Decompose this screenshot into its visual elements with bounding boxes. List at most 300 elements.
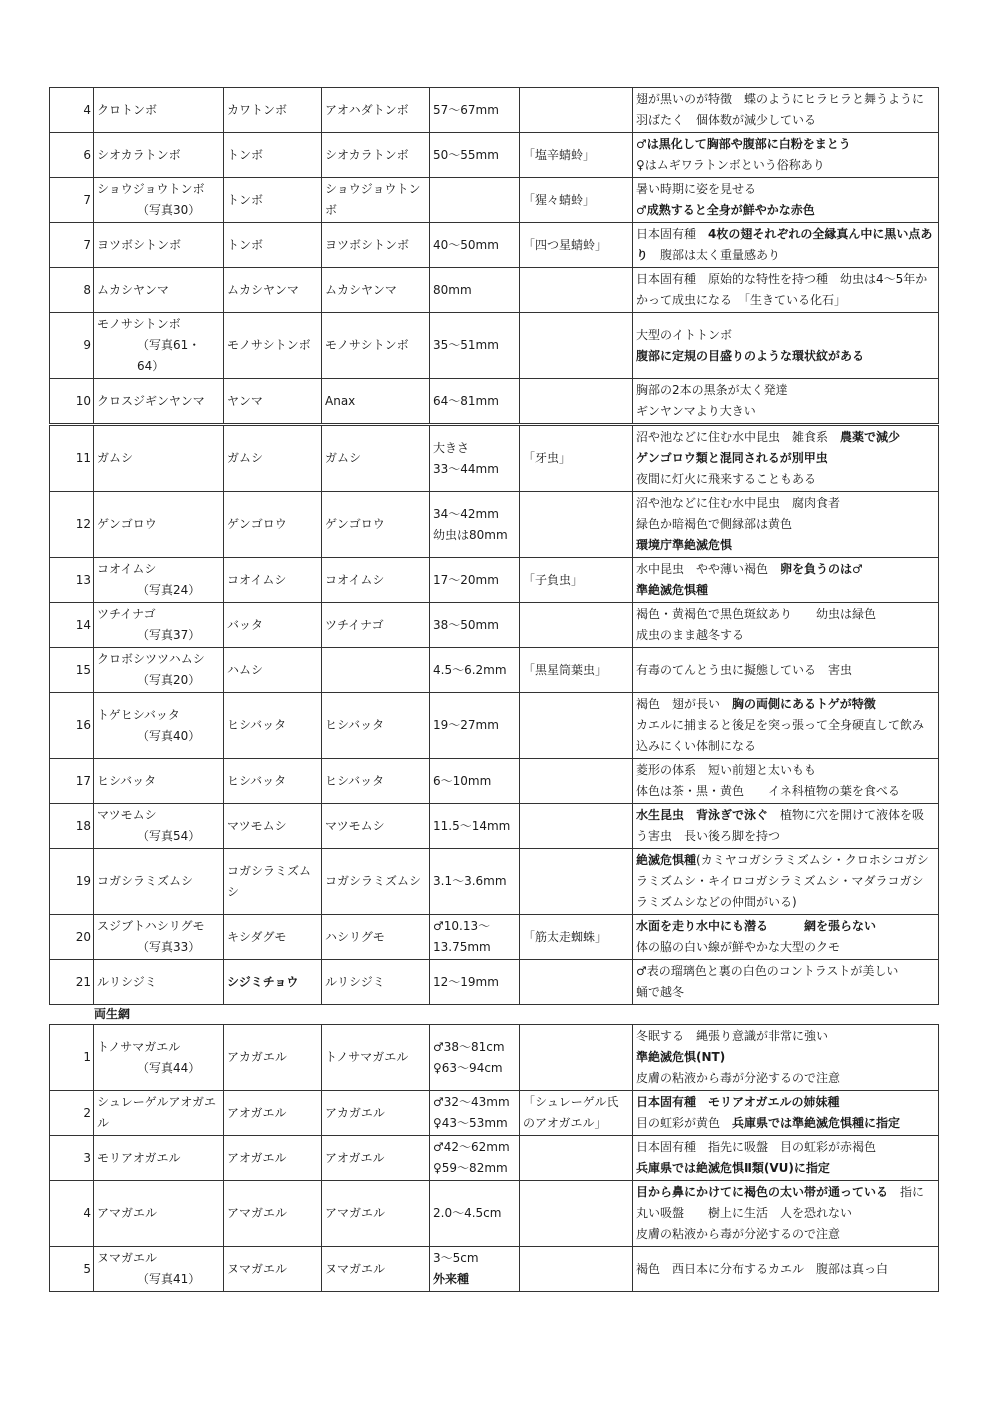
description-text: 蛹で越冬	[636, 985, 685, 999]
genus-name: ハシリグモ	[322, 915, 430, 960]
description-text: 緑色か暗褐色で側縁部は黄色	[636, 517, 793, 531]
description-text: 農薬で減少	[840, 430, 901, 444]
size-text: 34〜42mm	[433, 506, 499, 521]
size	[430, 960, 520, 1005]
kanji-name: 「牙虫」	[520, 425, 633, 492]
amphibian-row	[50, 1136, 939, 1181]
genus-name: ルリシジミ	[322, 960, 430, 1005]
insect-row	[50, 960, 939, 1005]
description-line	[636, 514, 935, 535]
description	[633, 425, 939, 492]
kanji-name: 「シュレーゲル氏のアオガエル」	[520, 1091, 633, 1136]
family-name-text: アマガエル	[227, 1206, 288, 1220]
genus-name: ツチイナゴ	[322, 603, 430, 648]
size-text: ♀63〜94cm	[433, 1060, 503, 1075]
description	[633, 178, 939, 223]
description-text: 体色は茶・黒・黄色 イネ科植物の葉を食べる	[636, 784, 900, 798]
description	[633, 759, 939, 804]
kanji-name	[520, 379, 633, 425]
size-text: ♀59〜82mm	[433, 1161, 508, 1175]
species-name	[94, 1091, 224, 1136]
description-text: 胸部の2本の黒条が太く発達	[636, 383, 788, 397]
family-name	[224, 268, 322, 313]
species-name	[94, 915, 224, 960]
family-name	[224, 759, 322, 804]
kanji-name	[520, 1025, 633, 1091]
description	[633, 1181, 939, 1247]
description-text: 日本固有種 指先に吸盤 目の虹彩が赤褐色	[636, 1140, 877, 1154]
amphibian-row	[50, 1247, 939, 1292]
species-name	[94, 313, 224, 379]
photo-ref: （写真40）	[137, 728, 201, 743]
description	[633, 133, 939, 178]
family-name	[224, 223, 322, 268]
size-text: 12〜19mm	[433, 974, 499, 989]
species-name-text: トノサマガエル	[97, 1039, 181, 1054]
description-line	[636, 1047, 935, 1068]
row-number: 10	[50, 379, 94, 425]
insect-row	[50, 178, 939, 223]
species-name-text: ショウジョウトンボ	[97, 182, 205, 196]
row-number: 2	[50, 1091, 94, 1136]
kanji-name: 「四つ星蜻蛉」	[520, 223, 633, 268]
photo-ref: （写真61・64）	[137, 338, 201, 373]
kanji-name	[520, 313, 633, 379]
row-number: 17	[50, 759, 94, 804]
row-number: 5	[50, 1247, 94, 1292]
kanji-name	[520, 603, 633, 648]
description	[633, 603, 939, 648]
description-text: 水面を走り水中にも潜る 網を張らない	[636, 919, 877, 933]
species-name-text: アマガエル	[97, 1206, 158, 1220]
species-name-text: ツチイナゴ	[97, 607, 156, 621]
size-text: 2.0〜4.5cm	[433, 1206, 502, 1220]
description-text: 皮膚の粘液から毒が分泌するので注意	[636, 1227, 841, 1241]
row-number: 16	[50, 693, 94, 759]
description	[633, 1247, 939, 1292]
size	[430, 1025, 520, 1091]
amphibian-row	[50, 1025, 939, 1091]
genus-name: ゲンゴロウ	[322, 492, 430, 558]
description-line	[636, 200, 935, 221]
family-name	[224, 1091, 322, 1136]
size-text: 3〜5cm	[433, 1251, 479, 1265]
genus-name: アオハダトンボ	[322, 88, 430, 133]
species-name	[94, 88, 224, 133]
size-text: 80mm	[433, 282, 472, 297]
description-text: 準絶滅危惧(NT)	[636, 1050, 726, 1064]
species-name	[94, 492, 224, 558]
genus-name: コオイムシ	[322, 558, 430, 603]
size-text: 50〜55mm	[433, 147, 499, 162]
description-text: 日本固有種 モリアオガエルの姉妹種	[636, 1095, 840, 1109]
family-name	[224, 1136, 322, 1181]
species-name-text: マツモムシ	[97, 808, 157, 822]
row-number: 15	[50, 648, 94, 693]
genus-name: モノサシトンボ	[322, 313, 430, 379]
family-name	[224, 1025, 322, 1091]
description-line	[636, 346, 935, 367]
family-name-text: コオイムシ	[227, 572, 287, 587]
species-name-text: ガムシ	[97, 451, 134, 465]
description-line	[636, 325, 935, 346]
description-line	[636, 179, 935, 200]
insect-row	[50, 88, 939, 133]
species-name-text: ゲンゴロウ	[97, 517, 157, 531]
insect-row	[50, 313, 939, 379]
amphibian-row	[50, 1181, 939, 1247]
genus-name: ガムシ	[322, 425, 430, 492]
description-line	[636, 660, 935, 681]
size-text: ♂32〜43mm	[433, 1095, 510, 1109]
species-name	[94, 1181, 224, 1247]
species-name-text: モリアオガエル	[97, 1150, 181, 1165]
family-name-text: トンボ	[227, 237, 264, 252]
family-name	[224, 425, 322, 492]
row-number: 21	[50, 960, 94, 1005]
description-line	[636, 1026, 935, 1047]
description-line	[636, 805, 935, 847]
description-line	[636, 781, 935, 802]
genus-name: マツモムシ	[322, 804, 430, 849]
species-name-text: コガシラミズムシ	[97, 874, 194, 888]
family-name	[224, 558, 322, 603]
row-number: 7	[50, 178, 94, 223]
species-name-text: ルリシジミ	[97, 974, 157, 989]
family-name-text: ゲンゴロウ	[227, 517, 287, 531]
insect-row	[50, 915, 939, 960]
genus-name: ヒシバッタ	[322, 759, 430, 804]
size-text: ♂42〜62mm	[433, 1140, 510, 1154]
description	[633, 960, 939, 1005]
description-text: 目から鼻にかけてに褐色の太い帯が通っている	[636, 1185, 889, 1199]
genus-name: Anax	[322, 379, 430, 425]
species-name	[94, 268, 224, 313]
kanji-name	[520, 759, 633, 804]
species-name	[94, 648, 224, 693]
species-name-text: クロボシツツハムシ	[97, 652, 205, 666]
description-text: 4枚の翅それぞれの全縁真ん中に黒い点あり	[636, 227, 933, 262]
size	[430, 558, 520, 603]
size	[430, 133, 520, 178]
species-name-text: モノサシトンボ	[97, 317, 181, 331]
description-line	[636, 269, 935, 311]
row-number: 7	[50, 223, 94, 268]
family-name	[224, 178, 322, 223]
description-line	[636, 427, 935, 448]
family-name-text: ヤンマ	[227, 393, 263, 408]
size-text: 幼虫は80mm	[433, 527, 508, 542]
row-number: 12	[50, 492, 94, 558]
description-line	[636, 469, 935, 490]
species-name-text: スジブトハシリグモ	[97, 919, 205, 933]
family-name-text: キシダグモ	[227, 929, 287, 944]
description-line	[636, 155, 935, 176]
size	[430, 603, 520, 648]
size-text: 57〜67mm	[433, 102, 499, 117]
description-text: 卵を負うのは♂	[780, 562, 863, 576]
description-text: ♂表の瑠璃色と裏の白色のコントラストが美しい	[636, 964, 899, 978]
amphibian-section-title: 両生網	[94, 1007, 131, 1021]
genus-name: アカガエル	[322, 1091, 430, 1136]
species-name-text: シオカラトンボ	[97, 147, 181, 162]
insect-row	[50, 693, 939, 759]
insect-row	[50, 804, 939, 849]
description	[633, 1025, 939, 1091]
size-text: 64〜81mm	[433, 393, 499, 408]
description-text: 日本固有種	[636, 227, 709, 241]
description-line	[636, 1113, 935, 1134]
description-text: 有毒のてんとう虫に擬態している 害虫	[636, 662, 853, 677]
family-name	[224, 603, 322, 648]
row-number: 19	[50, 849, 94, 915]
description-text: 準絶滅危惧種	[636, 583, 709, 597]
description-text: ギンヤンマより大きい	[636, 404, 756, 418]
family-name-text: アオガエル	[227, 1150, 287, 1165]
size-text: 6〜10mm	[433, 773, 492, 788]
size	[430, 849, 520, 915]
kanji-name: 「黒星筒葉虫」	[520, 648, 633, 693]
family-name	[224, 960, 322, 1005]
species-name	[94, 1025, 224, 1091]
family-name-text: アカガエル	[227, 1050, 287, 1064]
family-name	[224, 849, 322, 915]
size-text: ♀43〜53mm	[433, 1116, 508, 1130]
size	[430, 223, 520, 268]
description-text: 環境庁準絶滅危惧	[636, 538, 733, 552]
description-text: 褐色 西日本に分布するカエル 腹部は真っ白	[636, 1261, 889, 1276]
description-line	[636, 1182, 935, 1224]
species-name	[94, 804, 224, 849]
description-text: 菱形の体系 短い前翅と太いもも	[636, 763, 817, 777]
description-text: ♂成熟すると全身が鮮やかな赤色	[636, 203, 815, 217]
description-line	[636, 937, 935, 958]
description-line	[636, 1068, 935, 1089]
kanji-name	[520, 693, 633, 759]
family-name-text: コガシラミズムシ	[227, 863, 312, 899]
description-text: 褐色 翅が長い	[636, 697, 733, 711]
description-line	[636, 760, 935, 781]
insect-row	[50, 558, 939, 603]
description	[633, 1091, 939, 1136]
genus-name: ヌマガエル	[322, 1247, 430, 1292]
description-text: 沼や池などに住む水中昆虫 腐肉食者	[636, 496, 841, 510]
row-number: 14	[50, 603, 94, 648]
description	[633, 492, 939, 558]
description-line	[636, 89, 935, 131]
genus-name: アオガエル	[322, 1136, 430, 1181]
description	[633, 693, 939, 759]
insect-row	[50, 268, 939, 313]
row-number: 8	[50, 268, 94, 313]
kanji-name: 「子負虫」	[520, 558, 633, 603]
description-line	[636, 1158, 935, 1179]
description-text: (カミヤコガシラミズムシ・クロホシコガシラミズムシ・キイロコガシラミズムシ・マダラコガシラミズムシなどの仲間がいる)	[636, 853, 929, 909]
description-text: 褐色・黄褐色で黒色斑紋あり 幼虫は緑色	[636, 607, 877, 621]
family-name-text: ヒシバッタ	[227, 718, 287, 732]
size-text: 4.5〜6.2mm	[433, 662, 507, 677]
species-name-text: ヨツボシトンボ	[97, 237, 182, 252]
size	[430, 1136, 520, 1181]
photo-ref: （写真41）	[137, 1272, 201, 1286]
kanji-name	[520, 804, 633, 849]
size	[430, 759, 520, 804]
size-text: 大きさ	[433, 440, 470, 455]
description-text: 目の虹彩が黄色	[636, 1116, 733, 1130]
size-text: ♂38〜81cm	[433, 1039, 505, 1054]
size-text: ♂10.13〜	[433, 919, 491, 933]
species-name-text: クロトンボ	[97, 102, 158, 117]
insect-row	[50, 603, 939, 648]
species-name-text: シュレーゲルアオガエル	[97, 1095, 217, 1130]
description	[633, 804, 939, 849]
species-name	[94, 223, 224, 268]
size	[430, 379, 520, 425]
size	[430, 648, 520, 693]
kanji-name	[520, 849, 633, 915]
kanji-name	[520, 1247, 633, 1292]
description-text: 大型のイトトンボ	[636, 327, 733, 342]
family-name	[224, 1247, 322, 1292]
family-name	[224, 379, 322, 425]
photo-ref: （写真24）	[137, 583, 201, 597]
family-name-text: バッタ	[227, 617, 264, 632]
size-text: 40〜50mm	[433, 237, 499, 252]
description-text: 暑い時期に姿を見せる	[636, 182, 757, 196]
insect-row	[50, 425, 939, 492]
row-number: 20	[50, 915, 94, 960]
description	[633, 268, 939, 313]
description-text: 翅が黒いのが特徴 蝶のようにヒラヒラと舞うように羽ばたく 個体数が減少している	[636, 92, 925, 127]
genus-name: シオカラトンボ	[322, 133, 430, 178]
description	[633, 1136, 939, 1181]
size-text: 3.1〜3.6mm	[433, 874, 507, 888]
size	[430, 1091, 520, 1136]
family-name-text: トンボ	[227, 147, 264, 162]
family-name-text: ヌマガエル	[227, 1261, 288, 1276]
size	[430, 1181, 520, 1247]
family-name-text: シジミチョウ	[227, 974, 299, 989]
description	[633, 223, 939, 268]
family-name-text: ヒシバッタ	[227, 773, 287, 788]
description-line	[636, 493, 935, 514]
species-name	[94, 178, 224, 223]
species-name	[94, 133, 224, 178]
insect-row	[50, 133, 939, 178]
row-number: 4	[50, 88, 94, 133]
genus-name: ショウジョウトンボ	[322, 178, 430, 223]
size	[430, 1247, 520, 1292]
size	[430, 88, 520, 133]
genus-name: ヒシバッタ	[322, 693, 430, 759]
kanji-name: 「筋太走蜘蛛」	[520, 915, 633, 960]
description-text: 水生昆虫 背泳ぎで泳ぐ	[636, 808, 769, 822]
species-name	[94, 603, 224, 648]
row-number: 9	[50, 313, 94, 379]
description-line	[636, 961, 935, 982]
size	[430, 693, 520, 759]
description-line	[636, 625, 935, 646]
species-name-text: ヌマガエル	[97, 1251, 158, 1265]
family-name-text: マツモムシ	[227, 818, 287, 833]
description-text: 水中昆虫 やや薄い褐色	[636, 562, 781, 576]
family-name-text: トンボ	[227, 192, 264, 207]
size-text: 38〜50mm	[433, 617, 499, 632]
description-line	[636, 1259, 935, 1280]
species-name-text: コオイムシ	[97, 562, 157, 576]
species-name-text: ムカシヤンマ	[97, 282, 169, 297]
family-name	[224, 915, 322, 960]
size-text: 33〜44mm	[433, 461, 499, 476]
description	[633, 313, 939, 379]
family-name	[224, 1181, 322, 1247]
family-name-text: ガムシ	[227, 451, 264, 465]
description-line	[636, 604, 935, 625]
description	[633, 648, 939, 693]
kanji-name: 「猩々蜻蛉」	[520, 178, 633, 223]
description-text: 夜間に灯火に飛来することもある	[636, 472, 817, 486]
family-name-text: ハムシ	[227, 662, 264, 677]
size	[430, 313, 520, 379]
description-text: 成虫のまま越冬する	[636, 628, 745, 642]
species-name	[94, 1247, 224, 1292]
family-name	[224, 313, 322, 379]
description-text: 兵庫県では準絶滅危惧種に指定	[732, 1116, 901, 1130]
description	[633, 379, 939, 425]
description-text: ♀はムギワラトンボという俗称あり	[636, 158, 825, 172]
description-line	[636, 580, 935, 601]
description-line	[636, 134, 935, 155]
kanji-name	[520, 960, 633, 1005]
description-text: 腹部は太く重量感あり	[648, 248, 781, 262]
genus-name: アマガエル	[322, 1181, 430, 1247]
description-text: 絶滅危惧種	[636, 853, 697, 867]
kanji-name	[520, 88, 633, 133]
amphibian-row	[50, 1091, 939, 1136]
kanji-name	[520, 1181, 633, 1247]
size-text: 外来種	[433, 1272, 470, 1286]
description-line	[636, 916, 935, 937]
insect-row	[50, 223, 939, 268]
description-line	[636, 1137, 935, 1158]
size-text: 11.5〜14mm	[433, 818, 511, 833]
size	[430, 268, 520, 313]
family-name	[224, 492, 322, 558]
description	[633, 915, 939, 960]
description-text: 兵庫県では絶滅危惧Ⅱ類(VU)に指定	[636, 1161, 830, 1175]
description-line	[636, 694, 935, 715]
row-number: 11	[50, 425, 94, 492]
kanji-name: 「塩辛蜻蛉」	[520, 133, 633, 178]
photo-ref: （写真30）	[137, 203, 201, 217]
description	[633, 88, 939, 133]
row-number: 18	[50, 804, 94, 849]
size-text: 19〜27mm	[433, 718, 499, 732]
insect-row	[50, 759, 939, 804]
genus-name: トノサマガエル	[322, 1025, 430, 1091]
genus-name: ムカシヤンマ	[322, 268, 430, 313]
description-line	[636, 1224, 935, 1245]
genus-name: コガシラミズムシ	[322, 849, 430, 915]
description-text: 沼や池などに住む水中昆虫 雑食系	[636, 430, 841, 444]
description-text: 皮膚の粘液から毒が分泌するので注意	[636, 1071, 841, 1085]
kanji-name	[520, 492, 633, 558]
size	[430, 178, 520, 223]
row-number: 13	[50, 558, 94, 603]
photo-ref: （写真20）	[137, 673, 201, 687]
species-name	[94, 849, 224, 915]
family-name	[224, 648, 322, 693]
